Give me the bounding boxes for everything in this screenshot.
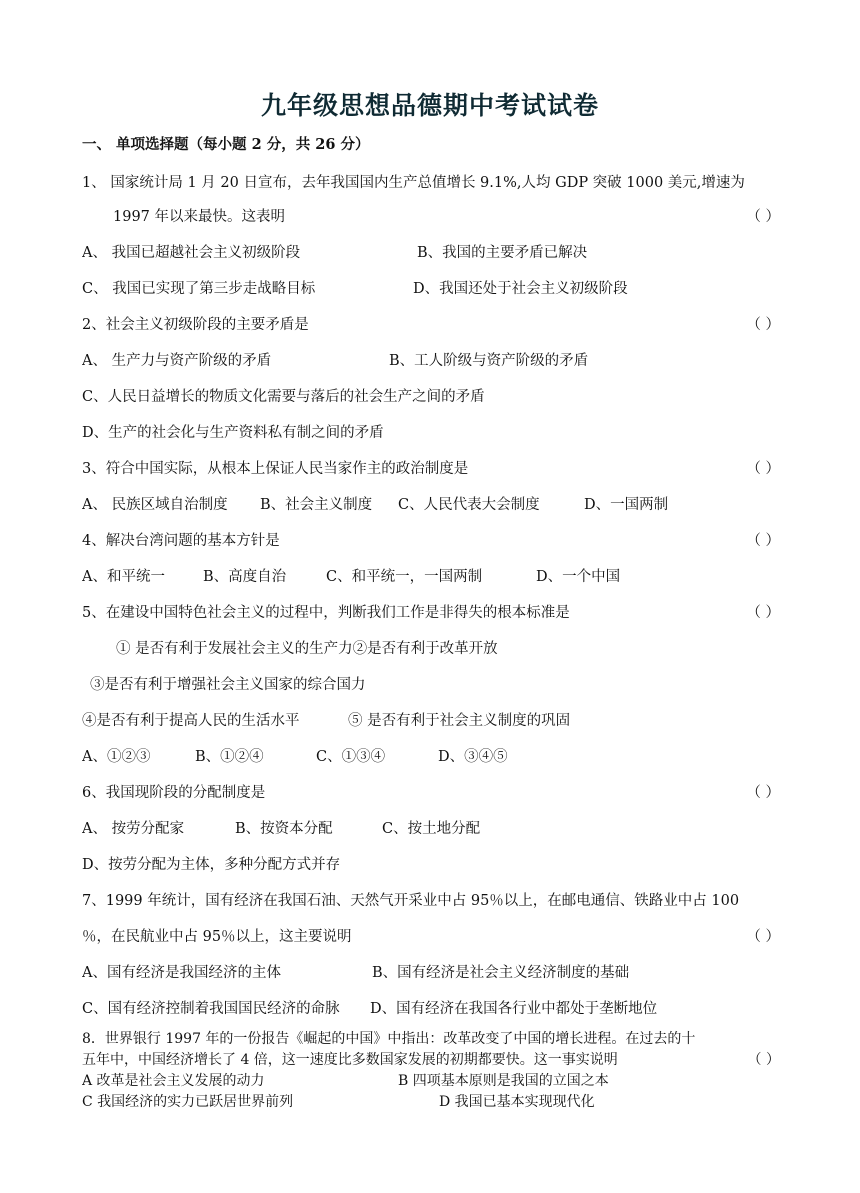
q7-option-a: A、国有经济是我国经济的主体 bbox=[82, 965, 281, 981]
q3-options bbox=[82, 493, 780, 517]
q1-stem-line2 bbox=[113, 205, 780, 229]
q3-option-c: C、人民代表大会制度 bbox=[398, 497, 540, 513]
q8-option-b: B 四项基本原则是我国的立国之本 bbox=[398, 1073, 609, 1089]
q8-answer-blank: （ ） bbox=[747, 1052, 780, 1068]
q1-option-d: D、我国还处于社会主义初级阶段 bbox=[413, 281, 628, 297]
q2-stem bbox=[82, 313, 780, 337]
q8-stem-line2 bbox=[82, 1050, 780, 1070]
q5-stem bbox=[82, 601, 780, 625]
q8-option-a: A 改革是社会主义发展的动力 bbox=[82, 1073, 265, 1089]
q4-stem-text: 4、解决台湾问题的基本方针是 bbox=[82, 533, 280, 549]
q1-stem-line1: 1、 国家统计局 1 月 20 日宣布，去年我国国内生产总值增长 9.1%,人均 GDP 突破 1000 美元,增速为 bbox=[82, 175, 745, 191]
q6-stem-text: 6、我国现阶段的分配制度是 bbox=[82, 785, 266, 801]
section-heading: 一、 单项选择题（每小题 2 分，共 26 分） bbox=[82, 136, 370, 153]
q8-options-row1 bbox=[82, 1071, 780, 1091]
q2-stem-text: 2、社会主义初级阶段的主要矛盾是 bbox=[82, 317, 309, 333]
q5-options bbox=[82, 745, 780, 769]
q2-option-d: D、生产的社会化与生产资料私有制之间的矛盾 bbox=[82, 425, 384, 441]
q5-option-a: A、①②③ bbox=[82, 749, 151, 765]
q7-answer-blank: （ ） bbox=[746, 929, 780, 945]
q2-answer-blank: （ ） bbox=[746, 317, 780, 333]
q2-options-row1 bbox=[82, 349, 780, 373]
q8-option-c: C 我国经济的实力已跃居世界前列 bbox=[82, 1094, 294, 1110]
q5-stem-text: 5、在建设中国特色社会主义的过程中，判断我们工作是非得失的根本标准是 bbox=[82, 605, 570, 621]
q2-option-b: B、工人阶级与资产阶级的矛盾 bbox=[389, 353, 589, 369]
q7-option-b: B、国有经济是社会主义经济制度的基础 bbox=[372, 965, 630, 981]
q4-stem bbox=[82, 529, 780, 553]
q5-option-b: B、①②④ bbox=[195, 749, 264, 765]
q5-item-line2: ③是否有利于增强社会主义国家的综合国力 bbox=[90, 677, 366, 693]
q5-item-4: ④是否有利于提高人民的生活水平 bbox=[82, 713, 300, 729]
q4-option-d: D、一个中国 bbox=[536, 569, 621, 585]
q7-stem-line1: 7、1999 年统计，国有经济在我国石油、天然气开采业中占 95％以上，在邮电通信、铁路业中占 100 bbox=[82, 893, 740, 909]
q6-option-c: C、按土地分配 bbox=[382, 821, 481, 837]
exam-title: 九年级思想品德期中考试试卷 bbox=[260, 91, 599, 120]
q2-option-a: A、 生产力与资产阶级的矛盾 bbox=[82, 353, 272, 369]
q3-option-b: B、社会主义制度 bbox=[260, 497, 373, 513]
q1-option-c: C、 我国已实现了第三步走战略目标 bbox=[82, 281, 316, 297]
q1-answer-blank: （ ） bbox=[746, 209, 780, 225]
q5-answer-blank: （ ） bbox=[746, 605, 780, 621]
q4-option-a: A、和平统一 bbox=[82, 569, 165, 585]
q6-stem bbox=[82, 781, 780, 805]
q1-option-b: B、我国的主要矛盾已解决 bbox=[417, 245, 588, 261]
q3-stem bbox=[82, 457, 780, 481]
q7-options-row1 bbox=[82, 961, 780, 985]
q3-answer-blank: （ ） bbox=[746, 461, 780, 477]
q5-option-c: C、①③④ bbox=[316, 749, 386, 765]
q5-item-5: ⑤ 是否有利于社会主义制度的巩固 bbox=[348, 713, 571, 729]
q3-option-d: D、一国两制 bbox=[584, 497, 669, 513]
q2-option-c: C、人民日益增长的物质文化需要与落后的社会生产之间的矛盾 bbox=[82, 389, 485, 405]
q5-item-line3 bbox=[82, 709, 780, 733]
q4-option-c: C、和平统一，一国两制 bbox=[326, 569, 483, 585]
q3-option-a: A、 民族区域自治制度 bbox=[82, 497, 228, 513]
q6-option-a: A、 按劳分配家 bbox=[82, 821, 185, 837]
q6-answer-blank: （ ） bbox=[746, 785, 780, 801]
q3-stem-text: 3、符合中国实际，从根本上保证人民当家作主的政治制度是 bbox=[82, 461, 469, 477]
q1-stem-line2-text: 1997 年以来最快。这表明 bbox=[113, 209, 286, 225]
q1-option-a: A、 我国已超越社会主义初级阶段 bbox=[82, 245, 301, 261]
q7-stem-line2 bbox=[82, 925, 780, 949]
q4-answer-blank: （ ） bbox=[746, 533, 780, 549]
q7-options-row2 bbox=[82, 997, 780, 1021]
q8-stem-line1: 8．世界银行 1997 年的一份报告《崛起的中国》中指出：改革改变了中国的增长进程。在过去的十 bbox=[82, 1031, 696, 1047]
q5-item-line1: ① 是否有利于发展社会主义的生产力②是否有利于改革开放 bbox=[116, 641, 498, 657]
q5-option-d: D、③④⑤ bbox=[438, 749, 508, 765]
q6-option-b: B、按资本分配 bbox=[235, 821, 333, 837]
q4-options bbox=[82, 565, 780, 589]
q8-option-d: D 我国已基本实现现代化 bbox=[439, 1094, 595, 1110]
q4-option-b: B、高度自治 bbox=[203, 569, 287, 585]
q8-stem-line2-text: 五年中，中国经济增长了 4 倍，这一速度比多数国家发展的初期都要快。这一事实说明 bbox=[82, 1052, 618, 1068]
q7-stem-line2-text: ％，在民航业中占 95％以上，这主要说明 bbox=[82, 929, 352, 945]
q7-option-c: C、国有经济控制着我国国民经济的命脉 bbox=[82, 1001, 340, 1017]
q1-options-row2 bbox=[82, 277, 780, 301]
q6-options-row1 bbox=[82, 817, 780, 841]
q6-option-d: D、按劳分配为主体，多种分配方式并存 bbox=[82, 857, 341, 873]
q8-options-row2 bbox=[82, 1092, 780, 1112]
q7-option-d: D、国有经济在我国各行业中都处于垄断地位 bbox=[370, 1001, 658, 1017]
q1-options-row1 bbox=[82, 241, 780, 265]
